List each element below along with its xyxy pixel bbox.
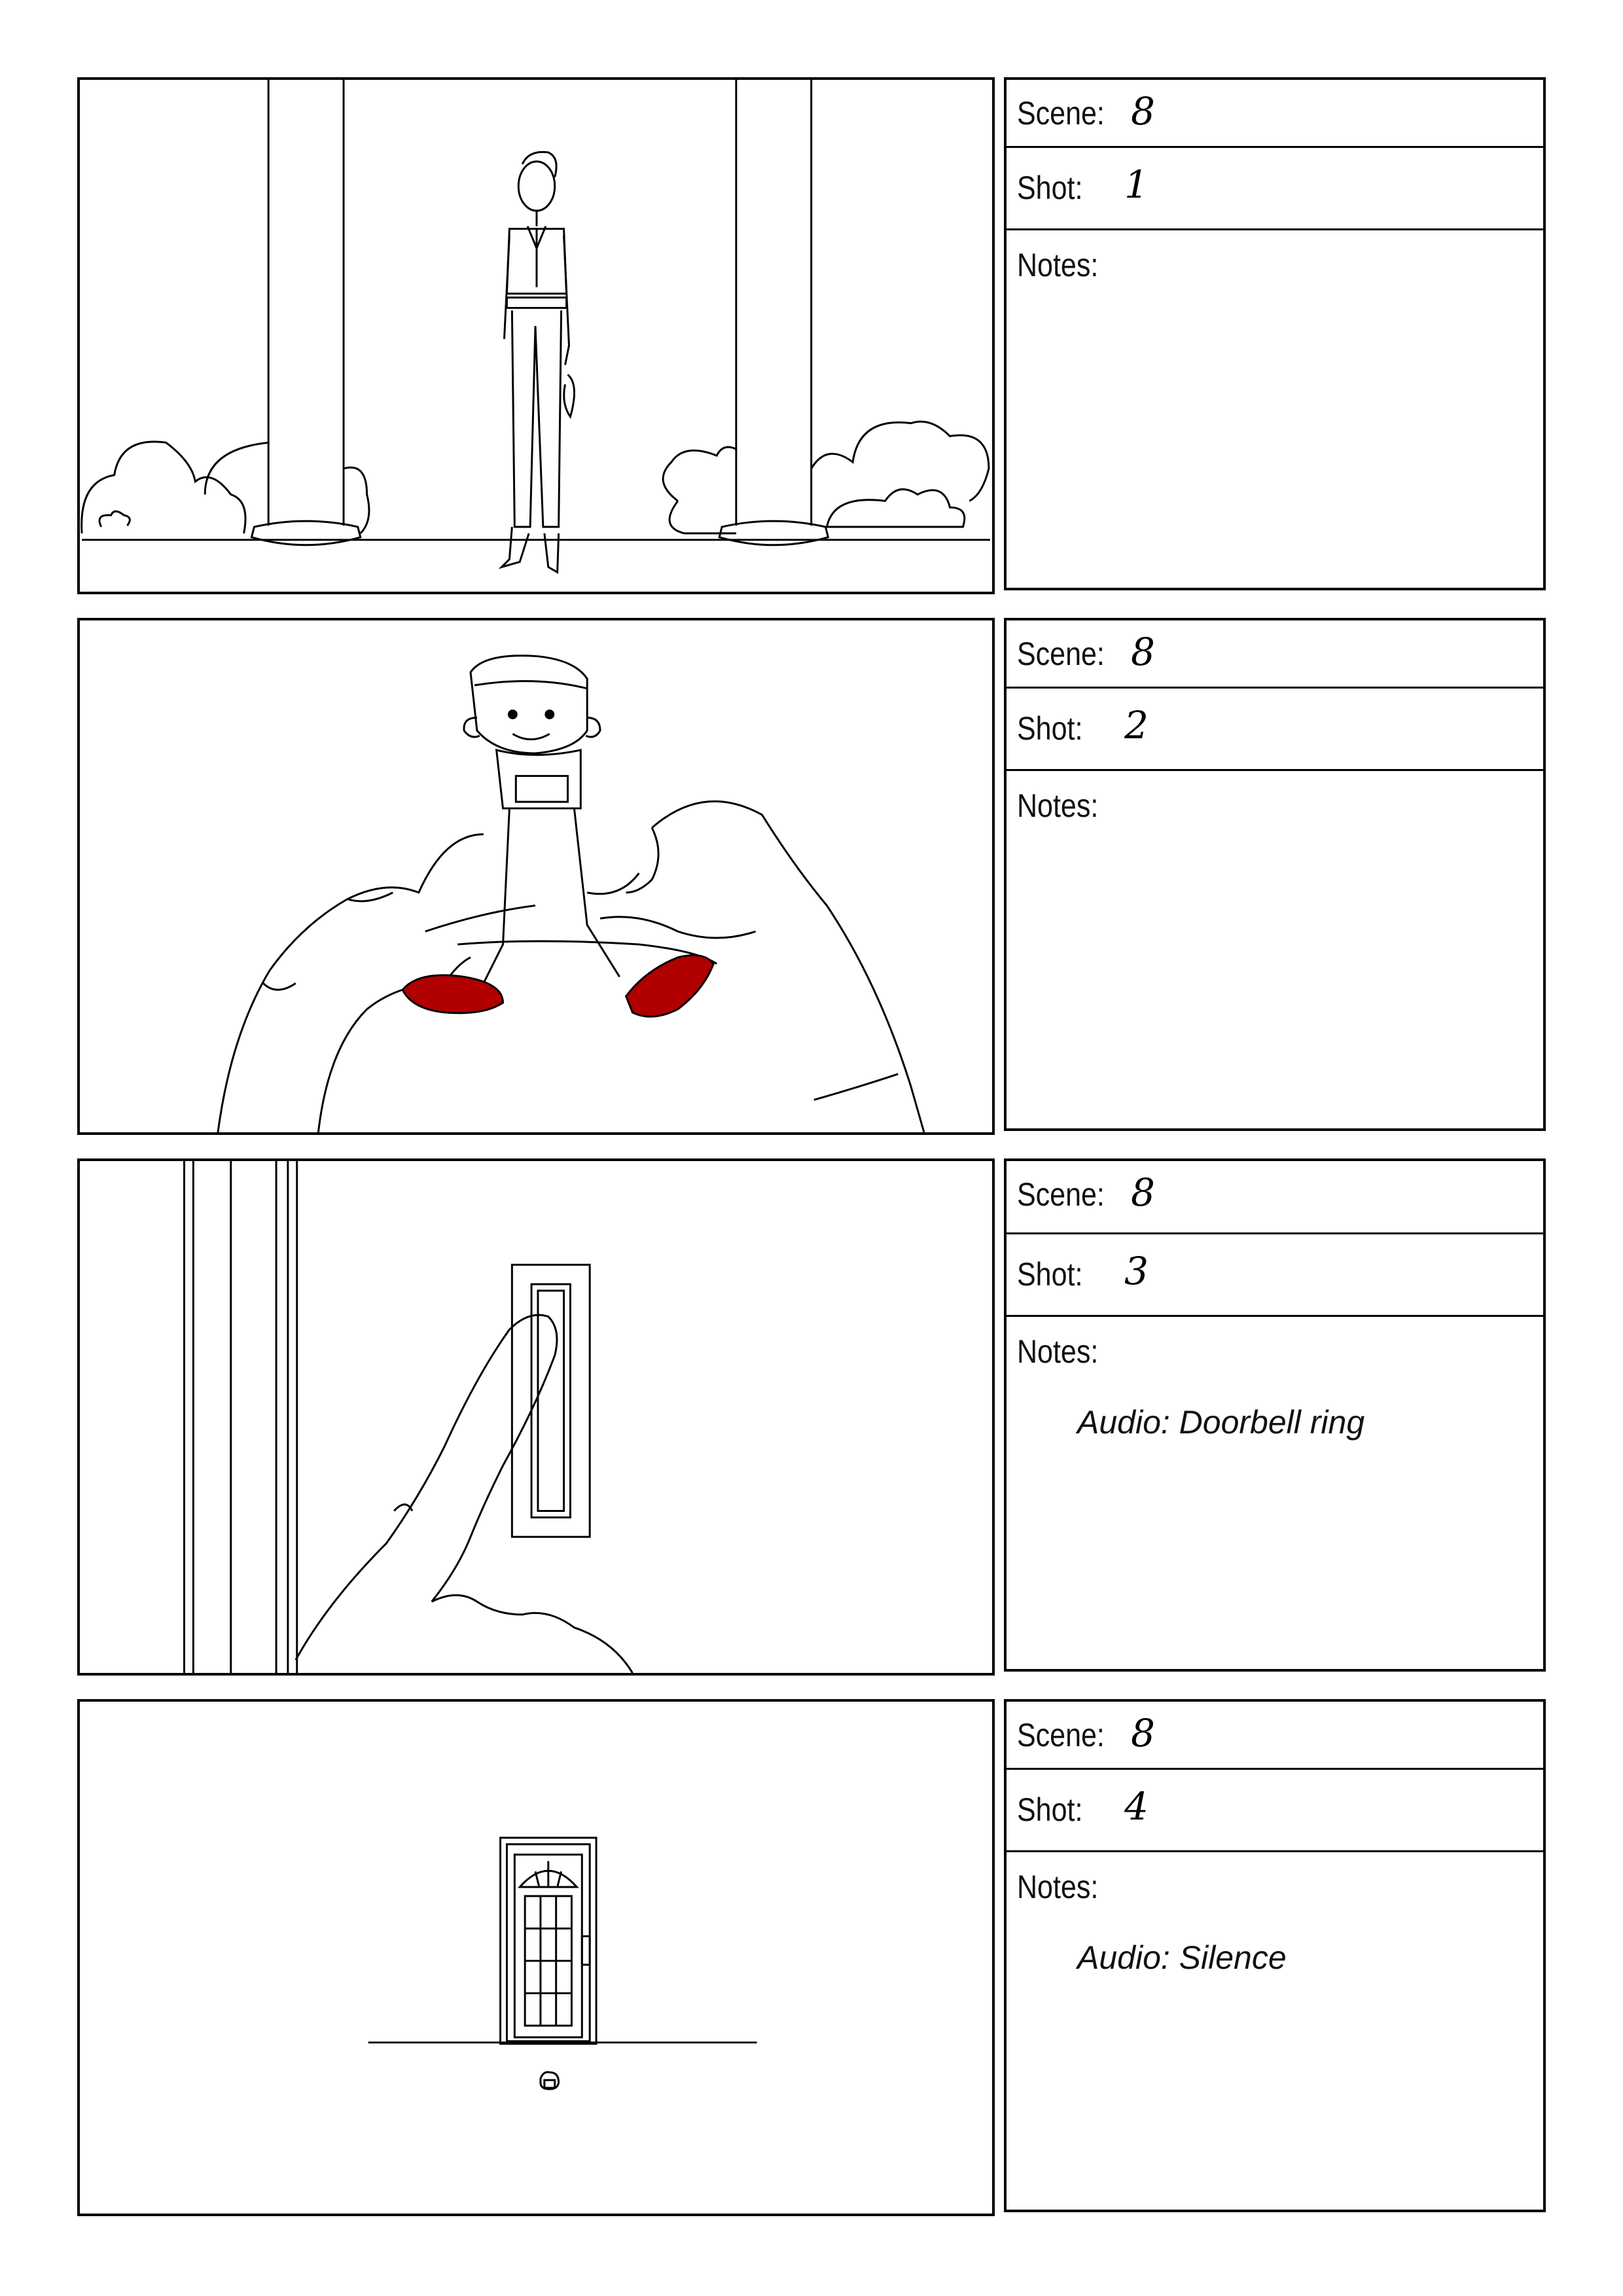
scene-row <box>1007 620 1543 689</box>
shot-label: Shot: <box>1017 1791 1083 1828</box>
scene-row <box>1007 1161 1543 1234</box>
notes-area <box>1007 1317 1543 1669</box>
panel-2-info <box>1004 618 1546 1131</box>
notes-area <box>1007 1852 1543 2210</box>
panel-4-info <box>1004 1699 1546 2212</box>
shot-row <box>1007 689 1543 771</box>
shot-row <box>1007 1770 1543 1852</box>
panel-4-frame <box>77 1699 995 2216</box>
notes-label: Notes: <box>1017 247 1099 283</box>
scene-label: Scene: <box>1017 1176 1105 1213</box>
notes-text: Audio: Doorbell ring <box>1077 1404 1365 1441</box>
scene-label: Scene: <box>1017 1717 1105 1753</box>
shot-number: 2 <box>1124 703 1149 747</box>
shot-label: Shot: <box>1017 170 1083 206</box>
shot-label: Shot: <box>1017 1256 1083 1293</box>
panel-1-drawing <box>80 80 992 592</box>
shot-label: Shot: <box>1017 710 1083 747</box>
panel-4-drawing <box>80 1702 992 2214</box>
notes-area <box>1007 230 1543 588</box>
scene-number: 8 <box>1131 1711 1155 1755</box>
notes-label: Notes: <box>1017 787 1099 824</box>
scene-label: Scene: <box>1017 636 1105 672</box>
panel-3-frame <box>77 1158 995 1676</box>
scene-row <box>1007 80 1543 148</box>
notes-label: Notes: <box>1017 1869 1099 1905</box>
panel-1-frame <box>77 77 995 594</box>
panel-2-frame <box>77 618 995 1135</box>
scene-number: 8 <box>1131 89 1155 134</box>
shot-number: 1 <box>1124 162 1149 207</box>
shot-row <box>1007 1234 1543 1317</box>
panel-3-info <box>1004 1158 1546 1672</box>
shot-number: 3 <box>1124 1249 1149 1293</box>
scene-row <box>1007 1702 1543 1770</box>
scene-number: 8 <box>1131 1170 1155 1215</box>
shot-row <box>1007 148 1543 230</box>
panel-1-info <box>1004 77 1546 590</box>
notes-label: Notes: <box>1017 1333 1099 1370</box>
notes-area <box>1007 771 1543 1128</box>
notes-text: Audio: Silence <box>1077 1939 1287 1976</box>
panel-3-drawing <box>80 1161 992 1673</box>
panel-2-drawing <box>80 620 992 1132</box>
scene-label: Scene: <box>1017 95 1105 132</box>
scene-number: 8 <box>1131 630 1155 674</box>
shot-number: 4 <box>1124 1784 1149 1829</box>
